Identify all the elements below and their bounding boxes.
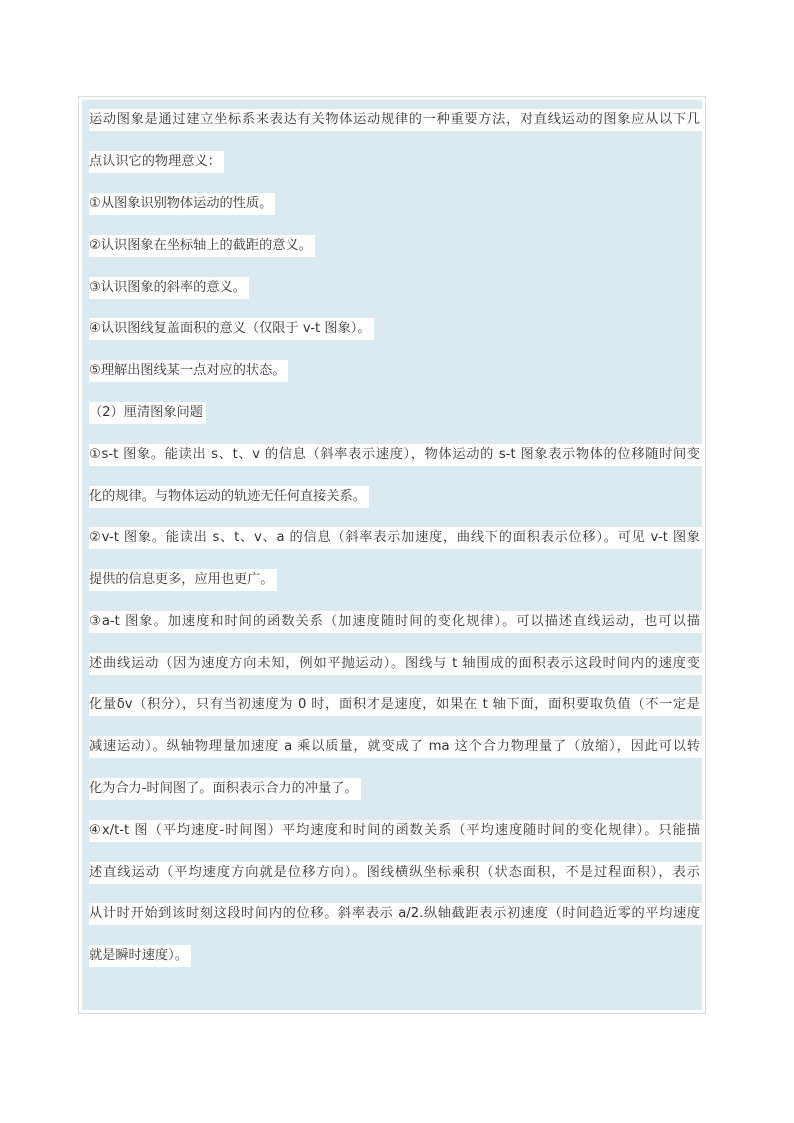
text-line: ①从图象识别物体运动的性质。	[89, 193, 275, 215]
text-line: ③认识图象的斜率的意义。	[89, 277, 249, 299]
text-line: 述直线运动（平均速度方向就是位移方向）。图线横纵坐标乘积（状态面积，不是过程面积），表示	[89, 862, 703, 884]
text-line: ②认识图象在坐标轴上的截距的意义。	[89, 235, 315, 257]
text-line: 就是瞬时速度）。	[89, 945, 191, 967]
text-line: 化为合力-时间图了。面积表示合力的冲量了。	[89, 778, 361, 800]
text-line: 点认识它的物理意义：	[89, 151, 224, 173]
text-line: 述曲线运动（因为速度方向未知，例如平抛运动）。图线与 t 轴围成的面积表示这段时间内的速度变	[89, 653, 703, 675]
text-line: ⑤理解出图线某一点对应的状态。	[89, 360, 288, 382]
text-line: ④x/t-t 图（平均速度-时间图）平均速度和时间的函数关系（平均速度随时间的变化规律）。只能描	[89, 820, 703, 842]
text-line: 化的规律。与物体运动的轨迹无任何直接关系。	[89, 486, 369, 508]
text-line: 化量δv（积分），只有当初速度为 0 时，面积才是速度，如果在 t 轴下面，面积要取负值（不一定是	[89, 694, 703, 716]
text-line: ②v-t 图象。能读出 s、t、v、a 的信息（斜率表示加速度，曲线下的面积表示位移）。可见 v-t 图象	[89, 527, 703, 549]
text-line: ①s-t 图象。能读出 s、t、v 的信息（斜率表示速度），物体运动的 s-t 图象表示物体的位移随时间变	[89, 444, 703, 466]
text-line: 减速运动）。纵轴物理量加速度 a 乘以质量，就变成了 ma 这个合力物理量了（放缩），因此可以转	[89, 736, 703, 758]
text-line: 运动图象是通过建立坐标系来表达有关物体运动规律的一种重要方法，对直线运动的图象应从以下几	[89, 109, 703, 131]
text-line: 提供的信息更多，应用也更广。	[89, 569, 277, 591]
content-background	[82, 100, 702, 1010]
text-line: ③a-t 图象。加速度和时间的函数关系（加速度随时间的变化规律）。可以描述直线运动，也可以描	[89, 611, 703, 633]
text-line: 从计时开始到该时刻这段时间内的位移。斜率表示 a/2.纵轴截距表示初速度（时间趋近零的平均速度	[89, 903, 703, 925]
section-heading: （2）厘清图象问题	[89, 402, 206, 424]
text-line: ④认识图线复盖面积的意义（仅限于 v-t 图象）。	[89, 318, 374, 340]
content-panel	[78, 96, 706, 1014]
